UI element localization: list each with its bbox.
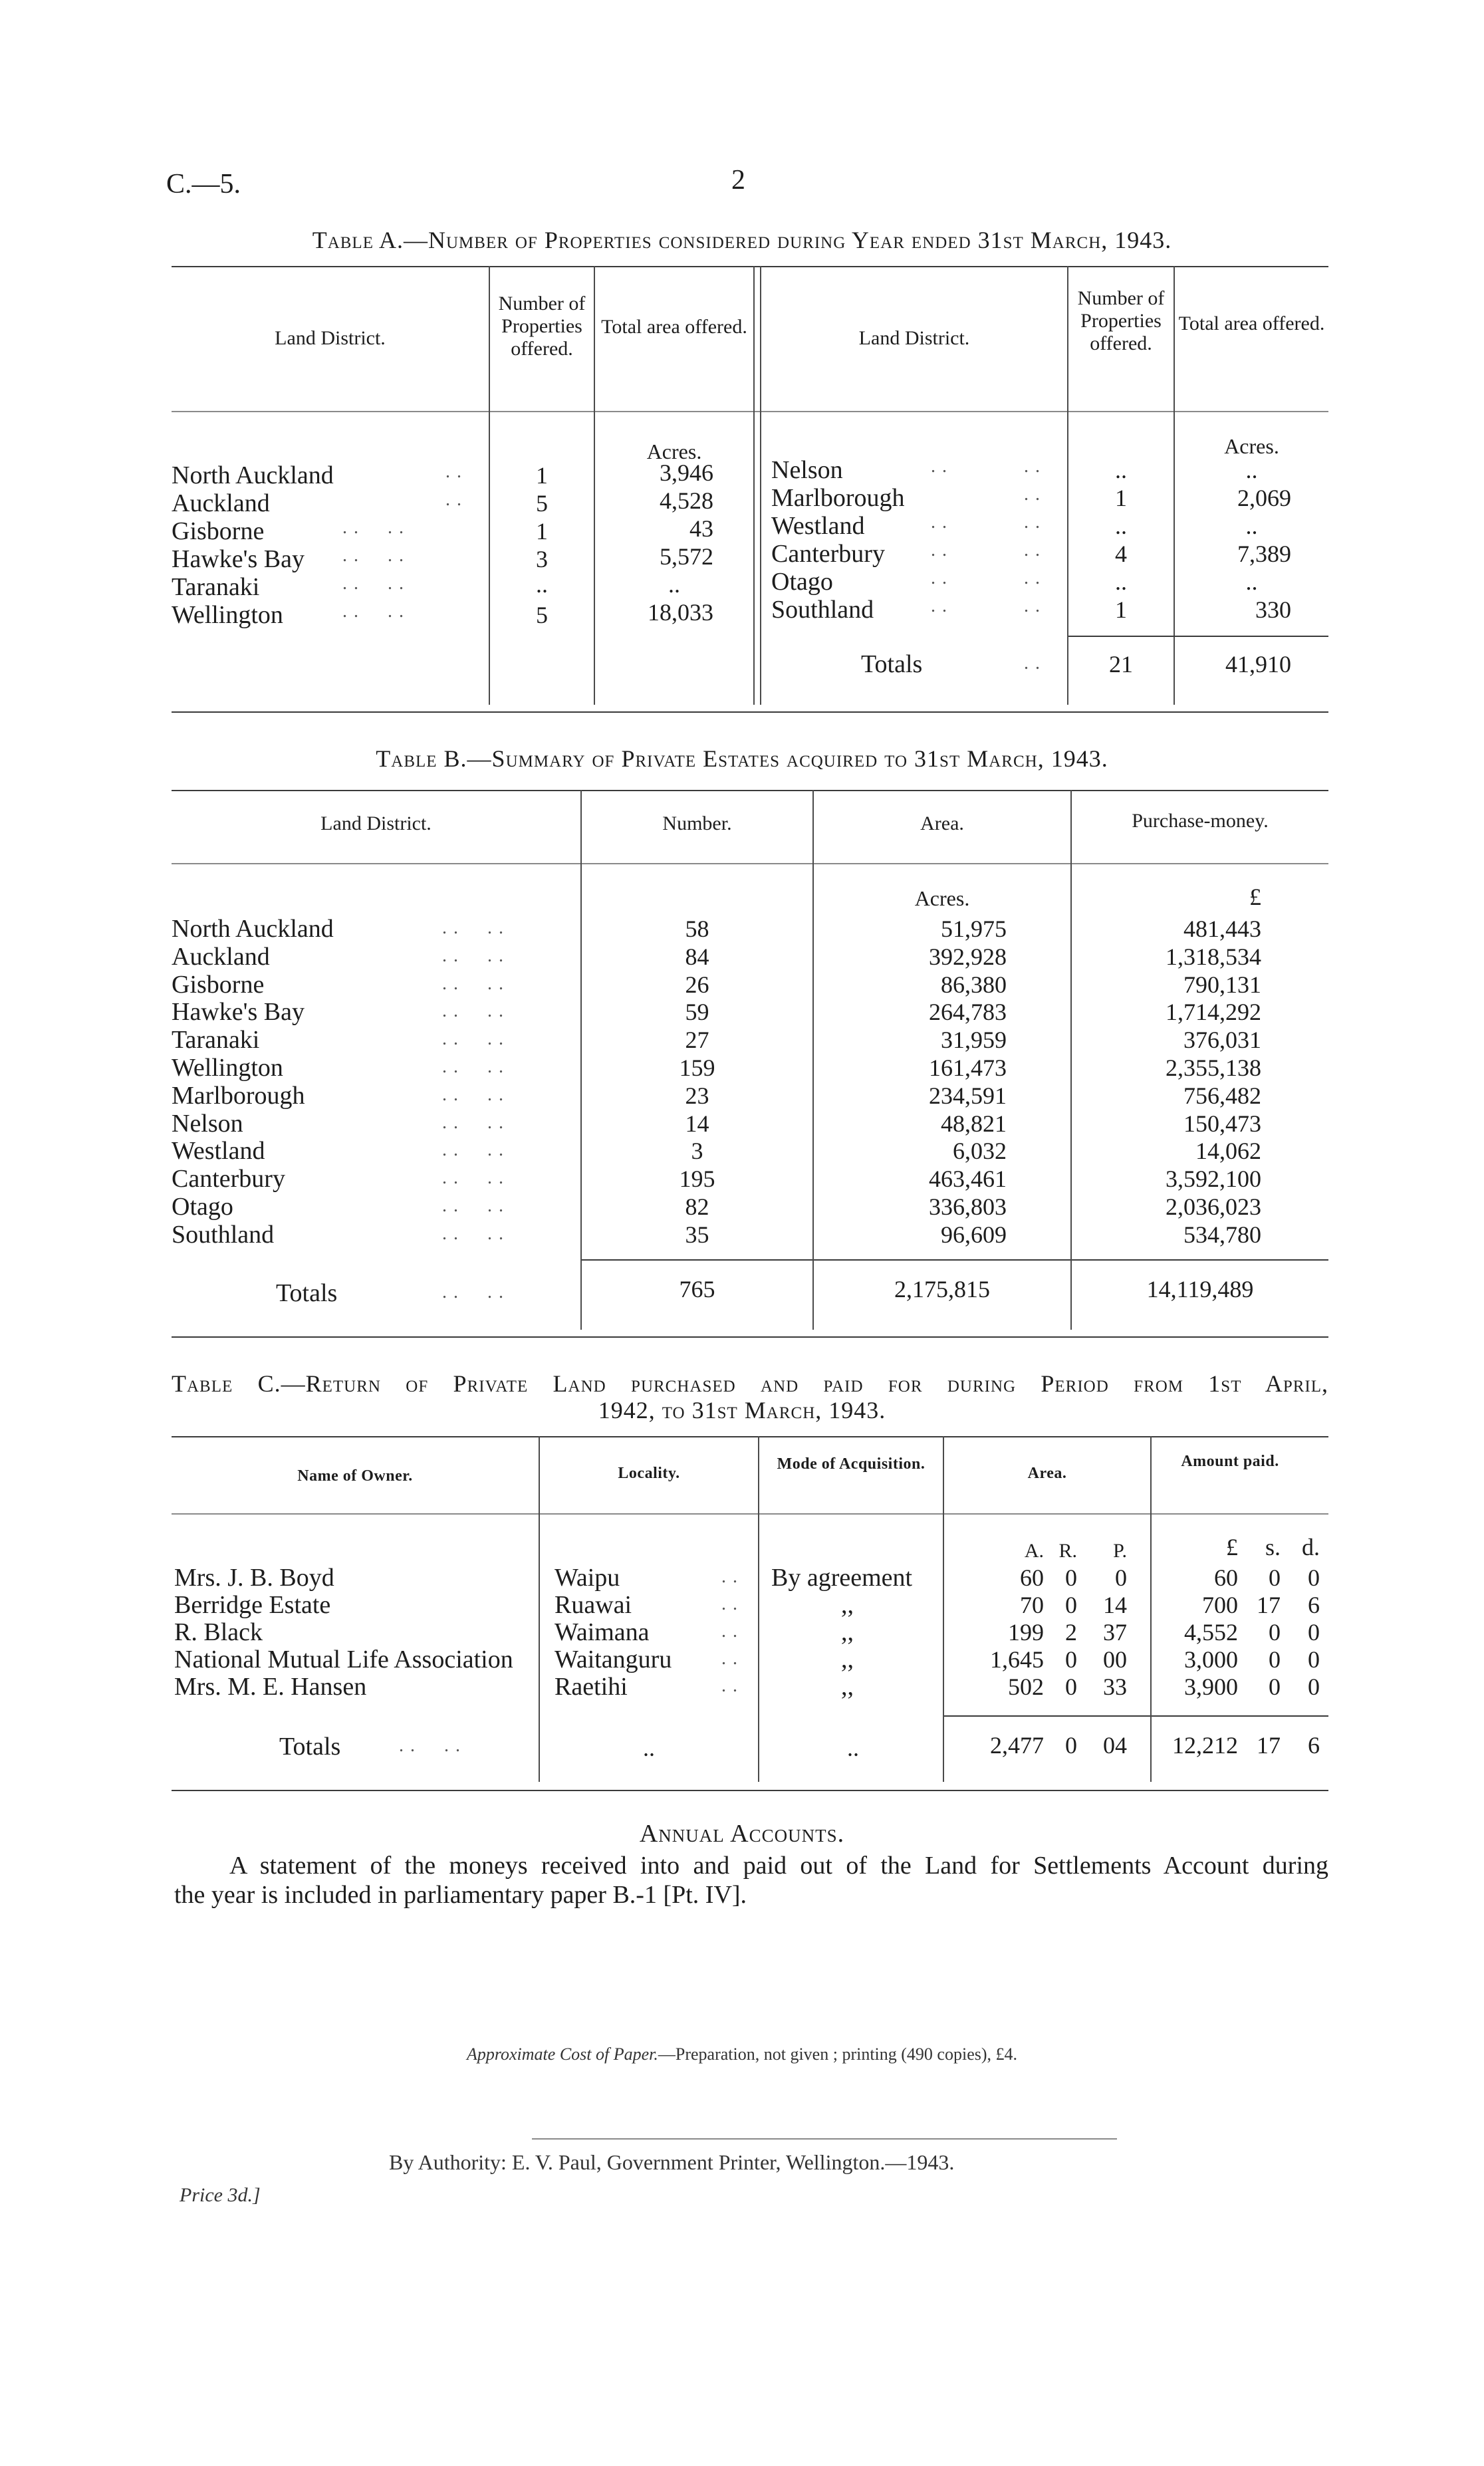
table-b-row-number: 14 (685, 1110, 709, 1137)
table-c-row-perches: 37 (1103, 1619, 1127, 1646)
table-b-row-money: 376,031 (1183, 1027, 1261, 1053)
table-b-row-district: Marlborough (172, 1082, 305, 1110)
table-b-row-area: 51,975 (941, 916, 1007, 942)
table-a-row-number: 1 (536, 462, 548, 489)
annual-accounts-paragraph-line2: the year is included in parliamentary paper B.-1 [Pt. IV]. (174, 1881, 747, 1909)
table-b-totals-money: 14,119,489 (1146, 1276, 1254, 1302)
table-b-row-money: 3,592,100 (1166, 1166, 1261, 1192)
table-b-row-number: 59 (685, 999, 709, 1025)
table-a-row-district: Canterbury (771, 540, 885, 568)
table-c-row-perches: 0 (1115, 1564, 1127, 1591)
table-b-row-district: Southland (172, 1221, 275, 1249)
table-b-title: Table B.—Summary of Private Estates acquired to 31st March, 1943. (376, 745, 1108, 772)
table-a-row-district: Westland (771, 512, 865, 540)
table-b-row-number: 35 (685, 1221, 709, 1248)
table-b-row-money: 14,062 (1195, 1138, 1261, 1164)
table-c-row-pence: 0 (1308, 1673, 1320, 1700)
table-a-row-district: North Auckland (172, 461, 334, 489)
table-c-row-pence: 0 (1308, 1564, 1320, 1591)
table-a-totals-number: 21 (1109, 651, 1133, 678)
cost-note (0, 2044, 1484, 2064)
table-b-row-number: 3 (691, 1138, 703, 1164)
table-c-row-roods: 0 (1065, 1673, 1077, 1700)
table-c-totals-mode: .. (847, 1735, 859, 1761)
table-a-title: Table A.—Number of Properties considered during Year ended 31st March, 1943. (312, 227, 1172, 253)
table-a-row-number: .. (1115, 457, 1127, 483)
table-c-row-roods: 2 (1065, 1619, 1077, 1646)
table-b-row-district: Taranaki (172, 1026, 260, 1054)
table-a-col-area-right: Total area offered. (1178, 312, 1325, 334)
table-a-col-number-right: Number of Properties offered. (1077, 287, 1165, 354)
table-c-totals-shillings: 17 (1257, 1732, 1281, 1759)
table-a-row-number: .. (1115, 513, 1127, 539)
annual-accounts-paragraph-line1: A statement of the moneys received into and paid out of the Land for Settlements Account during (229, 1852, 1328, 1880)
table-a-row-area: 5,572 (660, 543, 713, 570)
table-a-row-area: .. (1245, 457, 1258, 483)
table-c-row-locality: Waitanguru (555, 1646, 672, 1673)
table-a-row-area: .. (668, 571, 680, 598)
table-b-row-area: 264,783 (929, 999, 1007, 1025)
table-a-col-number: Number of Properties offered. (498, 293, 586, 360)
table-c-totals-acres: 2,477 (990, 1732, 1044, 1759)
table-c-row-shillings: 17 (1257, 1592, 1281, 1618)
table-c-row-owner: Berridge Estate (174, 1591, 331, 1619)
table-a-row-number: 1 (1115, 596, 1127, 623)
document-reference: C.—5. (166, 169, 241, 199)
table-a-col-district: Land District. (275, 327, 386, 349)
table-c-row-pounds: 3,000 (1184, 1646, 1238, 1673)
table-b-row-money: 2,036,023 (1166, 1193, 1261, 1220)
table-a-col-area: Total area offered. (601, 316, 747, 338)
cost-text: —Preparation, not given ; printing (490 copies), £4. (658, 2044, 1018, 2064)
table-c-row-owner: Mrs. J. B. Boyd (174, 1564, 334, 1592)
table-a-row-district: Hawke's Bay (172, 545, 305, 573)
table-c-row-acres: 1,645 (990, 1646, 1044, 1673)
table-b-row-area: 392,928 (929, 943, 1007, 970)
table-c-row-pence: 6 (1308, 1592, 1320, 1618)
table-b-area-units: Acres. (914, 886, 970, 910)
table-b-totals-number: 765 (679, 1276, 715, 1302)
table-c-title-line2: 1942, to 31st March, 1943. (598, 1397, 886, 1423)
table-c-unit-acres: A. (1024, 1540, 1044, 1562)
table-b-row-area: 161,473 (929, 1054, 1007, 1081)
table-c-row-pounds: 4,552 (1184, 1619, 1238, 1646)
table-a-row-area: .. (1245, 513, 1258, 539)
table-c-totals-roods: 0 (1065, 1732, 1077, 1759)
table-a-row-area: 4,528 (660, 487, 713, 514)
table-c-totals-pounds: 12,212 (1172, 1732, 1238, 1759)
table-c-row-pence: 0 (1308, 1646, 1320, 1673)
price: Price 3d.] (180, 2184, 261, 2206)
table-b-row-money: 534,780 (1183, 1221, 1261, 1248)
table-a-row-area: 3,946 (660, 459, 713, 486)
cost-label: Approximate Cost of Paper. (466, 2044, 658, 2064)
table-b-row-number: 27 (685, 1027, 709, 1053)
table-a-row-district: Taranaki (172, 573, 260, 601)
table-b-row-district: North Auckland (172, 915, 334, 943)
table-a-row-district: Auckland (172, 489, 270, 517)
table-b-row-number: 82 (685, 1193, 709, 1220)
table-c-unit-roods: R. (1058, 1540, 1077, 1562)
table-b-row-money: 1,318,534 (1166, 943, 1261, 970)
table-c-unit-pounds: £ (1226, 1534, 1238, 1560)
table-b-row-area: 336,803 (929, 1193, 1007, 1220)
table-a-row-number: 5 (536, 490, 548, 517)
table-c-row-pounds: 60 (1214, 1564, 1238, 1591)
table-a-row-district: Southland (771, 596, 874, 624)
table-c-title-line1: Table C.—Return of Private Land purchased and paid for during Period from 1st April, (172, 1370, 1328, 1397)
table-c-row-pounds: 3,900 (1184, 1673, 1238, 1700)
table-c-unit-perches: P. (1113, 1540, 1127, 1562)
table-c-row-shillings: 0 (1269, 1673, 1281, 1700)
table-c-totals-label: Totals (279, 1733, 341, 1761)
table-a-totals-label: Totals (861, 650, 923, 678)
table-a-row-area: 18,033 (648, 599, 713, 626)
annual-accounts-heading: Annual Accounts. (639, 1820, 845, 1848)
table-a-row-area: 43 (689, 515, 713, 542)
table-c-row-perches: 00 (1103, 1646, 1127, 1673)
table-c-row-mode: By agreement (771, 1564, 913, 1592)
table-b-row-area: 31,959 (941, 1027, 1007, 1053)
table-c-row-roods: 0 (1065, 1564, 1077, 1591)
table-c-row-roods: 0 (1065, 1646, 1077, 1673)
table-b-money-units: £ (1249, 884, 1261, 910)
table-c-row-acres: 502 (1008, 1673, 1044, 1700)
printer-authority: By Authority: E. V. Paul, Government Printer, Wellington.—1943. (389, 2150, 955, 2174)
table-a-row-area: 330 (1255, 596, 1291, 623)
table-c-col-mode: Mode of Acquisition. (777, 1455, 926, 1473)
table-c-totals-pence: 6 (1308, 1732, 1320, 1759)
table-a-row-number: 4 (1115, 541, 1127, 567)
table-c-row-roods: 0 (1065, 1592, 1077, 1618)
table-b-row-area: 463,461 (929, 1166, 1007, 1192)
table-b-row-number: 23 (685, 1082, 709, 1109)
table-b-row-area: 48,821 (941, 1110, 1007, 1137)
table-c-row-shillings: 0 (1269, 1646, 1281, 1673)
table-c-col-owner: Name of Owner. (297, 1467, 413, 1485)
table-c-totals-perches: 04 (1103, 1732, 1127, 1759)
table-c-col-area: Area. (1027, 1465, 1067, 1482)
table-c-row-locality: Ruawai (555, 1591, 632, 1619)
table-a-row-district: Otago (771, 568, 833, 596)
table-c-row-owner: National Mutual Life Association (174, 1646, 513, 1673)
table-a-row-district: Wellington (172, 601, 283, 629)
table-c-row-locality: Waipu (555, 1564, 620, 1592)
table-b-row-district: Auckland (172, 943, 270, 971)
table-b-row-district: Canterbury (172, 1165, 285, 1193)
table-c-row-acres: 199 (1008, 1619, 1044, 1646)
table-b-col-number: Number. (662, 812, 732, 834)
table-b-row-money: 481,443 (1183, 916, 1261, 942)
table-b-row-district: Hawke's Bay (172, 998, 305, 1026)
table-c-row-perches: 14 (1103, 1592, 1127, 1618)
table-b-row-number: 195 (679, 1166, 715, 1192)
table-a-row-district: Nelson (771, 456, 843, 484)
table-b-totals-label: Totals (276, 1279, 338, 1307)
table-b-row-number: 58 (685, 916, 709, 942)
table-c-unit-shillings: s. (1265, 1534, 1281, 1560)
table-c-row-mode: ,, (841, 1618, 854, 1646)
table-b-row-number: 84 (685, 943, 709, 970)
table-c-row-acres: 60 (1020, 1564, 1044, 1591)
table-c-row-owner: R. Black (174, 1618, 263, 1646)
table-b-row-money: 1,714,292 (1166, 999, 1261, 1025)
table-c-row-pence: 0 (1308, 1619, 1320, 1646)
table-b-row-district: Wellington (172, 1054, 283, 1082)
table-c-row-shillings: 0 (1269, 1619, 1281, 1646)
table-c-row-pounds: 700 (1202, 1592, 1238, 1618)
table-c-row-mode: ,, (841, 1673, 854, 1701)
table-c-row-mode: ,, (841, 1591, 854, 1619)
table-c-row-owner: Mrs. M. E. Hansen (174, 1673, 367, 1701)
table-a-row-district: Gisborne (172, 517, 265, 545)
table-a-units-left: Acres. (646, 439, 702, 463)
table-c-row-mode: ,, (841, 1646, 854, 1673)
table-b-row-money: 756,482 (1183, 1082, 1261, 1109)
table-b-row-money: 2,355,138 (1166, 1054, 1261, 1081)
table-a-totals-area: 41,910 (1225, 651, 1291, 678)
table-b-row-area: 96,609 (941, 1221, 1007, 1248)
table-a-row-area: 2,069 (1237, 485, 1291, 511)
table-c-row-locality: Waimana (555, 1618, 650, 1646)
table-a-row-number: .. (1115, 568, 1127, 595)
table-a-row-number: 3 (536, 546, 548, 572)
table-b-row-area: 234,591 (929, 1082, 1007, 1109)
table-a-col-district-right: Land District. (858, 327, 970, 349)
table-b-col-money: Purchase-money. (1132, 810, 1269, 832)
table-b-row-money: 150,473 (1183, 1110, 1261, 1137)
table-c-row-acres: 70 (1020, 1592, 1044, 1618)
table-b-row-area: 6,032 (953, 1138, 1007, 1164)
table-c-col-amount: Amount paid. (1181, 1453, 1279, 1470)
table-b-row-district: Otago (172, 1193, 233, 1221)
table-b-col-district: Land District. (320, 812, 432, 834)
table-a-row-area: 7,389 (1237, 541, 1291, 567)
table-c-row-perches: 33 (1103, 1673, 1127, 1700)
table-a-row-number: .. (536, 571, 548, 598)
table-a-units-right: Acres. (1224, 434, 1279, 458)
table-c-col-locality: Locality. (618, 1465, 680, 1482)
table-c-row-shillings: 0 (1269, 1564, 1281, 1591)
table-a-row-area: .. (1245, 568, 1258, 595)
page-number: 2 (731, 165, 745, 195)
table-b-row-district: Nelson (172, 1110, 243, 1138)
table-c-unit-pence: d. (1302, 1534, 1320, 1560)
table-b-col-area: Area. (920, 812, 964, 834)
table-a-row-district: Marlborough (771, 484, 905, 512)
table-c-totals-locality: .. (643, 1735, 655, 1761)
table-b-row-number: 159 (679, 1054, 715, 1081)
table-a-row-number: 1 (1115, 485, 1127, 511)
table-b-row-district: Westland (172, 1137, 265, 1165)
table-b-row-number: 26 (685, 971, 709, 998)
table-a-row-number: 1 (536, 518, 548, 545)
table-b-totals-area: 2,175,815 (894, 1276, 990, 1302)
table-b-row-district: Gisborne (172, 971, 265, 999)
table-b-row-area: 86,380 (941, 971, 1007, 998)
table-c-row-locality: Raetihi (555, 1673, 628, 1701)
table-b-row-money: 790,131 (1183, 971, 1261, 998)
table-a-row-number: 5 (536, 602, 548, 628)
